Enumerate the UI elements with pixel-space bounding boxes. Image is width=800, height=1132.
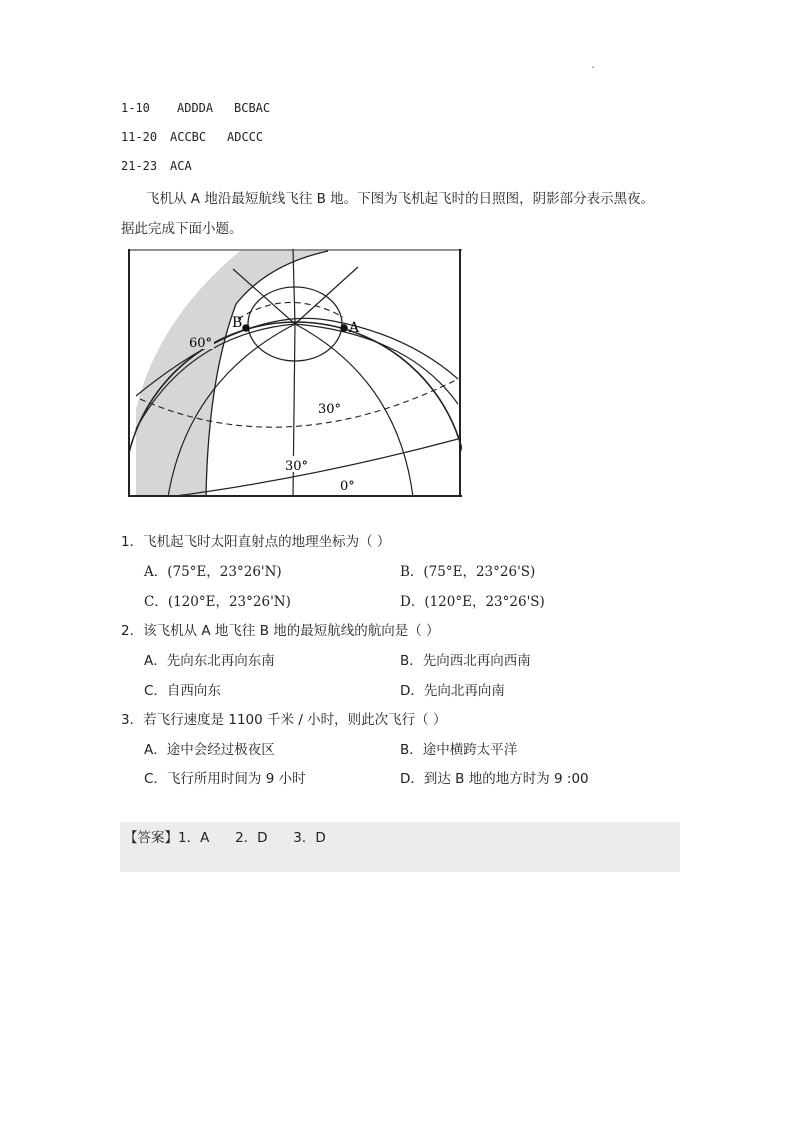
illumination-diagram	[128, 249, 462, 497]
question-3-option-a: A．途中会经过极夜区	[144, 742, 275, 758]
answer-key-group: ACA	[170, 159, 192, 173]
label-B: B	[232, 315, 243, 331]
label-A: A	[349, 320, 360, 336]
intro-line-1: 飞机从 A 地沿最短航线飞往 B 地。下图为飞机起飞时的日照图，阴影部分表示黑夜。	[146, 191, 655, 207]
answer-key-range: 1-10	[121, 101, 150, 115]
latitude-dashed-upper	[238, 302, 343, 319]
equator	[168, 439, 458, 497]
question-2-stem: 2．该飞机从 A 地飞往 B 地的最短航线的航向是（ ）	[121, 623, 440, 639]
answer-key-group: ADCCC	[227, 130, 264, 144]
label-30-degree-latitude: 30°	[318, 402, 342, 417]
label-60-degree: 60°	[189, 336, 213, 351]
question-3-option-d: D．到达 B 地的地方时为 9 :00	[400, 771, 589, 787]
answer-key-range: 11-20	[121, 130, 158, 144]
question-2-option-c: C．自西向东	[144, 683, 221, 699]
question-1-option-c: C．(120°E，23°26'N)	[144, 594, 291, 610]
question-1-option-b: B．(75°E，23°26'S)	[400, 564, 536, 580]
question-1-stem: 1．飞机起飞时太阳直射点的地理坐标为（ ）	[121, 534, 391, 550]
meridian	[295, 267, 358, 324]
question-2-option-b: B．先向西北再向西南	[400, 653, 531, 669]
question-2-option-d: D．先向北再向南	[400, 683, 505, 699]
question-3-option-b: B．途中横跨太平洋	[400, 742, 518, 758]
answer-key-group: ADDDA	[177, 101, 214, 115]
intro-line-2: 据此完成下面小题。	[121, 221, 243, 237]
question-3-option-c: C．飞行所用时间为 9 小时	[144, 771, 306, 787]
answer-box	[120, 822, 680, 872]
point-A	[340, 324, 348, 332]
answer-text: 【答案】1．A 2．D 3．D	[124, 830, 326, 846]
point-B	[242, 324, 250, 332]
question-1-option-a: A．(75°E，23°26'N)	[144, 564, 282, 580]
answer-key-range: 21-23	[121, 159, 158, 173]
label-0-degree: 0°	[340, 479, 355, 494]
question-1-option-d: D．(120°E，23°26'S)	[400, 594, 545, 610]
question-3-stem: 3．若飞行速度是 1100 千米 / 小时，则此次飞行（ ）	[121, 712, 447, 728]
corner-mark: .	[590, 60, 597, 71]
question-2-option-a: A．先向东北再向东南	[144, 653, 275, 669]
answer-key-group: BCBAC	[234, 101, 271, 115]
label-30-degree-longitude: 30°	[285, 459, 309, 474]
answer-key-group: ACCBC	[170, 130, 207, 144]
